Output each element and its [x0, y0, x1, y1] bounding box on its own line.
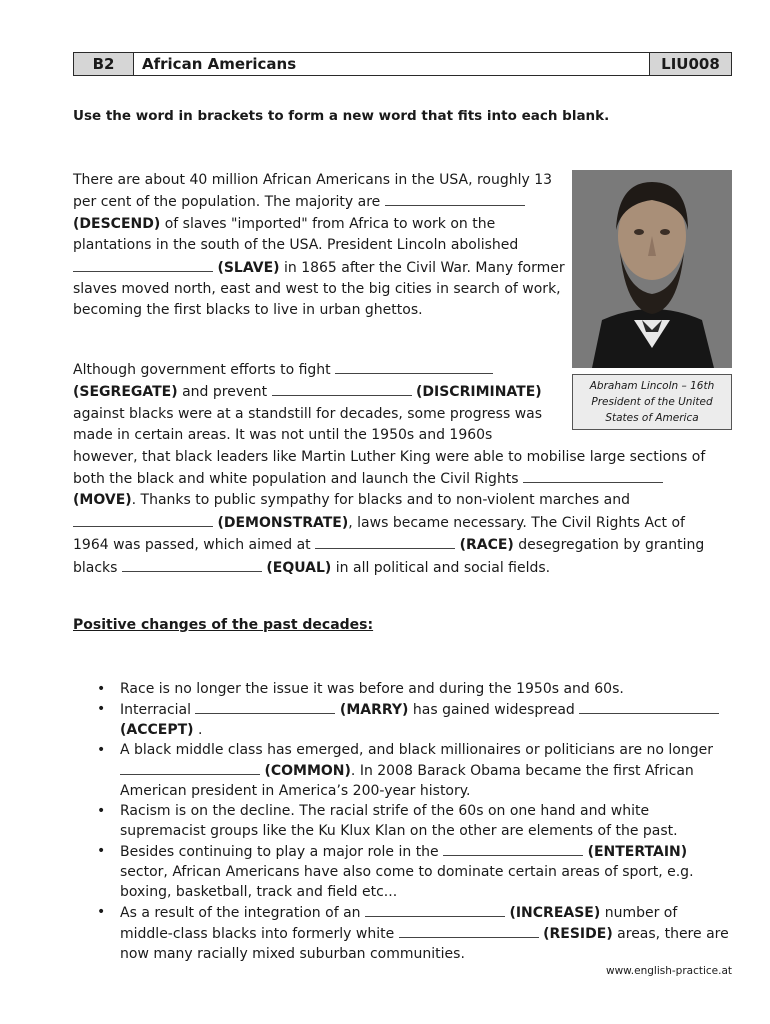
text-segment: There are about 40 million African Americans in the USA, roughly 13 per cent of the population. The majority are — [73, 172, 553, 211]
text-segment: desegregation by granting blacks — [73, 537, 705, 576]
blank-line — [73, 257, 213, 272]
blank-line — [73, 512, 213, 527]
keyword-demonstrate: (DEMONSTRATE) — [217, 514, 349, 531]
keyword-slave: (SLAVE) — [217, 259, 280, 276]
paragraph-1 — [73, 170, 565, 322]
list-item — [73, 699, 733, 740]
keyword-discriminate: (DISCRIMINATE) — [416, 384, 542, 401]
code-cell: LIU008 — [649, 53, 731, 75]
keyword-descend: (DESCEND) — [73, 215, 161, 232]
keyword-increase: (INCREASE) — [509, 905, 601, 921]
list-item — [73, 902, 733, 964]
blank-line — [120, 760, 260, 775]
text-segment: As a result of the integration of an — [120, 905, 365, 921]
text-segment: has gained widespread — [408, 702, 580, 718]
blank-line — [385, 191, 525, 206]
list-item — [73, 679, 733, 699]
text-segment: A black middle class has emerged, and black millionaires or politicians are no longer — [120, 742, 713, 758]
text-segment: Although government efforts to fight — [73, 362, 336, 378]
keyword-reside: (RESIDE) — [543, 926, 613, 942]
text-segment: . In 2008 Barack Obama became the first African American president in America’s 200-year history. — [120, 763, 694, 799]
text-segment: of slaves "imported" from Africa to work on the plantations in the south of the USA. President Lincoln abolished — [73, 215, 519, 254]
keyword-equal: (EQUAL) — [266, 559, 332, 576]
blank-line — [195, 699, 335, 714]
bullet-list — [73, 679, 733, 964]
keyword-race: (RACE) — [459, 537, 514, 554]
footer-url: www.english-practice.at — [605, 965, 732, 977]
level-cell: B2 — [74, 53, 134, 75]
text-segment: in all political and social fields. — [331, 559, 551, 576]
instruction-text: Use the word in brackets to form a new word that fits into each blank. — [73, 108, 610, 124]
text-segment: Besides continuing to play a major role in the — [120, 844, 444, 860]
blank-line — [315, 534, 455, 549]
list-item — [73, 841, 733, 902]
keyword-marry: (MARRY) — [339, 702, 409, 718]
blank-line — [399, 923, 539, 938]
text-segment: sector, African Americans have also come to dominate certain areas of sport, e.g. boxing, basketball, track and field etc... — [120, 864, 694, 900]
blank-line — [272, 381, 412, 396]
keyword-move: (MOVE) — [73, 492, 132, 509]
text-segment: Racism is on the decline. The racial strife of the 60s on one hand and white supremacist groups like the Ku Klux Klan on the other are elements of the past. — [120, 803, 678, 839]
caption-spacer — [555, 359, 725, 439]
blank-line — [122, 557, 262, 572]
text-segment: . — [193, 722, 203, 738]
lincoln-portrait — [572, 170, 732, 368]
list-item — [73, 740, 733, 801]
text-segment: . Thanks to public sympathy for blacks and to non-violent marches and — [131, 492, 631, 509]
blank-line — [365, 902, 505, 917]
text-segment: Interracial — [120, 702, 196, 718]
list-item — [73, 801, 733, 841]
text-segment: against blacks were at a standstill for decades, some progress was made in certain areas. It was not until the 1950s and 1960s however, that black leaders like Martin Luther King were able to mobilise large sections of both the black and white population and launch the Civil Rights — [73, 405, 706, 488]
paragraph-2 — [73, 359, 725, 579]
blank-line — [443, 841, 583, 856]
blank-line — [335, 359, 493, 374]
portrait-drawing — [572, 170, 732, 368]
keyword-common: (COMMON) — [264, 763, 351, 779]
text-segment: number of middle-class blacks into formerly white — [120, 905, 678, 942]
text-segment: in 1865 after the Civil War. Many former slaves moved north, east and west to the big cities in search of work, becoming the first blacks to live in urban ghettos. — [73, 259, 565, 319]
portrait-caption: Abraham Lincoln – 16th President of the United States of America — [572, 374, 732, 430]
text-segment: , laws became necessary. The Civil Rights Act of 1964 was passed, which aimed at — [73, 514, 685, 554]
text-segment: Race is no longer the issue it was before and during the 1950s and 60s. — [120, 681, 624, 697]
keyword-entertain: (ENTERTAIN) — [587, 844, 688, 860]
section-heading: Positive changes of the past decades: — [73, 617, 374, 633]
keyword-segregate: (SEGREGATE) — [73, 384, 178, 401]
text-segment: areas, there are now many racially mixed suburban communities. — [120, 926, 729, 962]
keyword-accept: (ACCEPT) — [120, 722, 194, 738]
blank-line — [579, 699, 719, 714]
worksheet-header — [73, 52, 732, 76]
blank-line — [523, 468, 663, 483]
title-cell: African Americans — [142, 55, 297, 73]
text-segment: and prevent — [177, 384, 272, 401]
